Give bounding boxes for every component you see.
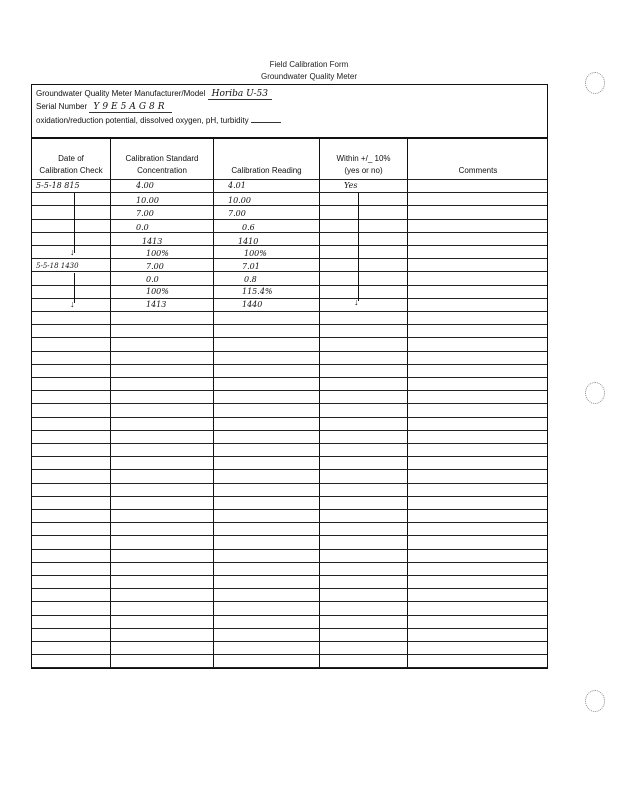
repeat-arrow	[358, 193, 359, 301]
row-line	[32, 483, 547, 484]
meter-info-box	[31, 84, 548, 138]
row-line	[32, 588, 547, 589]
arrow-head-icon: ↓	[70, 299, 75, 309]
serial-line	[36, 102, 172, 112]
calibration-table	[31, 138, 548, 669]
parameters-blank	[251, 122, 281, 123]
row-5-reading: 1410	[238, 237, 259, 246]
row-line	[32, 285, 547, 286]
row-3-standard: 7.00	[136, 209, 154, 218]
row-line	[32, 615, 547, 616]
row-7-reading: 7.01	[242, 262, 260, 271]
row-line	[32, 575, 547, 576]
row-7-standard: 7.00	[146, 262, 164, 271]
row-line	[32, 601, 547, 602]
row-9-standard: 100%	[146, 287, 169, 296]
punch-hole-icon	[585, 382, 605, 404]
row-line	[32, 443, 547, 444]
column-header-standard: Calibration Standard Concentration	[125, 154, 199, 175]
punch-hole-icon	[585, 690, 605, 712]
form-title: Field Calibration Form	[269, 60, 349, 69]
row-line	[32, 390, 547, 391]
row-8-reading: 0.8	[244, 275, 257, 284]
row-line	[32, 430, 547, 431]
row-line	[32, 667, 547, 668]
serial-value: Y9E5AG8R	[89, 102, 171, 113]
row-line	[32, 549, 547, 550]
manufacturer-label: Groundwater Quality Meter Manufacturer/Model	[36, 89, 206, 98]
row-line	[32, 219, 547, 220]
row-line	[32, 403, 547, 404]
row-line	[32, 377, 547, 378]
row-9-reading: 115.4%	[242, 287, 273, 296]
row-10-standard: 1413	[146, 300, 167, 309]
row-line	[32, 271, 547, 272]
row-8-standard: 0.0	[146, 275, 159, 284]
row-line	[32, 179, 547, 180]
row-2-reading: 10.00	[228, 196, 251, 205]
row-10-reading: 1440	[242, 300, 263, 309]
repeat-arrow	[74, 193, 75, 253]
column-header-date: Date of Calibration Check	[39, 154, 103, 175]
row-line	[32, 522, 547, 523]
arrow-head-icon: ↓	[70, 247, 75, 257]
row-1-within: Yes	[344, 181, 358, 190]
row-line	[32, 562, 547, 563]
row-line	[32, 298, 547, 299]
manufacturer-value: Horiba U-53	[208, 89, 272, 100]
row-line	[32, 364, 547, 365]
row-7-date: 5-5-18 1430	[36, 262, 79, 270]
row-line	[32, 351, 547, 352]
row-5-standard: 1413	[142, 237, 163, 246]
parameters-text: oxidation/reduction potential, dissolved oxygen, pH, turbidity	[36, 116, 249, 125]
row-line	[32, 324, 547, 325]
row-line	[32, 245, 547, 246]
row-line	[32, 456, 547, 457]
row-1-standard: 4.00	[136, 181, 154, 190]
row-6-standard: 100%	[146, 249, 169, 258]
column-header-comments: Comments	[458, 166, 498, 175]
row-4-reading: 0.6	[242, 223, 255, 232]
row-line	[32, 496, 547, 497]
form-subtitle: Groundwater Quality Meter	[260, 72, 358, 81]
row-line	[32, 535, 547, 536]
punch-hole-icon	[585, 72, 605, 94]
row-2-standard: 10.00	[136, 196, 159, 205]
row-3-reading: 7.00	[228, 209, 246, 218]
row-1-date: 5-5-18 815	[36, 181, 80, 190]
row-line	[32, 337, 547, 338]
row-line	[32, 417, 547, 418]
row-1-reading: 4.01	[228, 181, 246, 190]
row-line	[32, 232, 547, 233]
row-line	[32, 654, 547, 655]
column-header-reading: Calibration Reading	[231, 166, 302, 175]
column-header-within: Within +/_ 10% (yes or no)	[336, 154, 391, 175]
serial-label: Serial Number	[36, 102, 88, 111]
row-line	[32, 258, 547, 259]
row-6-reading: 100%	[244, 249, 267, 258]
arrow-head-icon: ↓	[354, 297, 359, 307]
parameters-line	[36, 116, 281, 125]
row-line	[32, 205, 547, 206]
row-line	[32, 192, 547, 193]
row-line	[32, 311, 547, 312]
row-line	[32, 469, 547, 470]
row-line	[32, 641, 547, 642]
manufacturer-line	[36, 89, 272, 99]
row-line	[32, 509, 547, 510]
row-4-standard: 0.0	[136, 223, 149, 232]
row-line	[32, 628, 547, 629]
